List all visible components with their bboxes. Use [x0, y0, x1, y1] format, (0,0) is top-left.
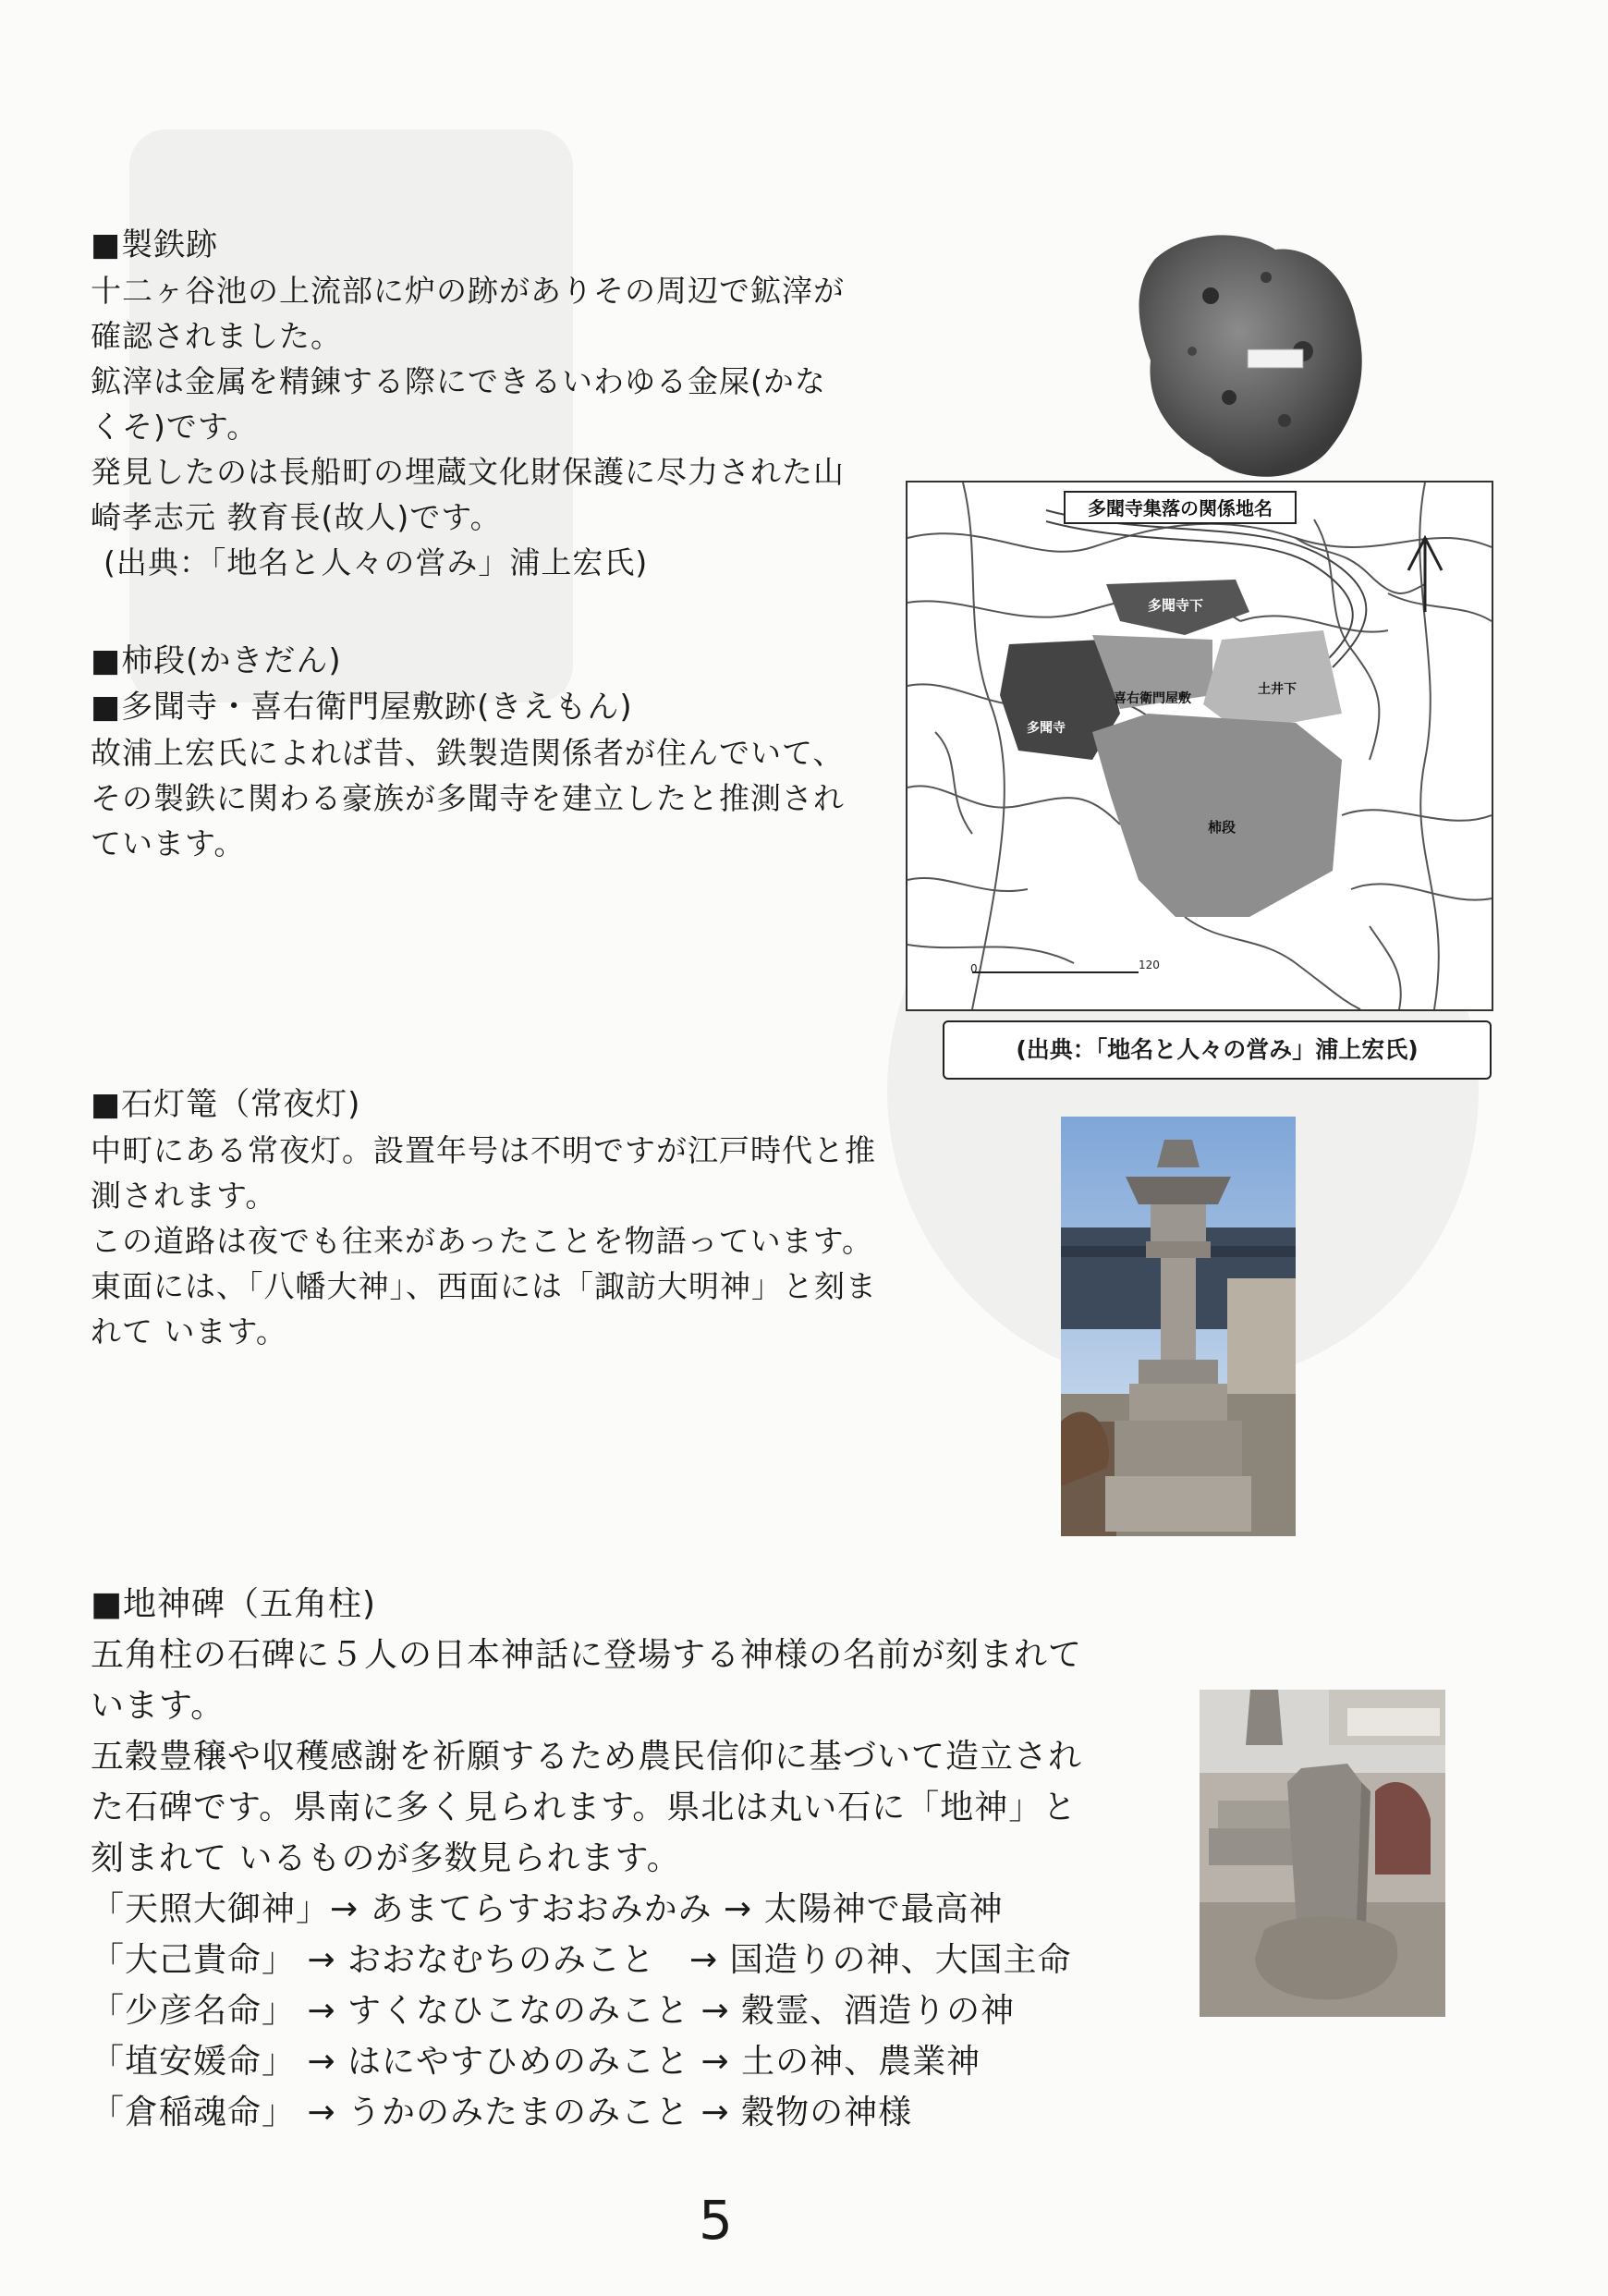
- body-line: ています。: [91, 825, 246, 861]
- section-heading: ■多聞寺・喜右衛門屋敷跡(きえもん): [91, 689, 633, 726]
- map-label-tamonji: 多聞寺: [1027, 721, 1066, 736]
- body-line: この道路は夜でも往来があったことを物語っています。: [91, 1223, 874, 1259]
- body-line: 東面には、「八幡大神」、西面には「諏訪大明神」と刻ま: [91, 1268, 877, 1304]
- jishinhi-photo: [1200, 1690, 1445, 2017]
- body-line: た石碑です。県南に多く見られます。県北は丸い石に「地神」と: [91, 1789, 1078, 1826]
- section-seitetsu: [91, 222, 922, 585]
- body-line: 発見したのは長船町の埋蔵文化財保護に尽力された山: [91, 454, 845, 490]
- body-line: 十二ヶ谷池の上流部に炉の跡がありその周辺で鉱滓が: [91, 273, 845, 309]
- body-line: 測されます。: [91, 1178, 277, 1214]
- section-jishinhi: [91, 1579, 1218, 2138]
- map-caption: (出典：「地名と人々の営み」浦上宏氏): [943, 1020, 1492, 1080]
- body-line: 鉱滓は金属を精錬する際にできるいわゆる金屎(かな: [91, 363, 826, 399]
- slag-photo: [1127, 222, 1377, 490]
- section-heading: ■柿段(かきだん): [91, 642, 342, 679]
- deity-line: 「倉稲魂命」 → うかのみたまのみこと → 穀物の神様: [91, 2094, 913, 2131]
- body-line: くそ)です。: [91, 409, 259, 445]
- body-line: 中町にある常夜灯。設置年号は不明ですが江戸時代と推: [91, 1132, 876, 1168]
- map-scale-start: 0: [970, 962, 978, 975]
- map-title: 多聞寺集落の関係地名: [1088, 497, 1273, 519]
- north-arrow-icon: [1408, 538, 1442, 612]
- page-number: 5: [699, 2189, 733, 2252]
- district-map: [906, 481, 1493, 1011]
- section-heading: ■石灯篭（常夜灯): [91, 1086, 361, 1123]
- deity-line: 「大己貴命」 → おおなむちのみこと → 国造りの神、大国主命: [91, 1941, 1072, 1979]
- body-line: 刻まれて いるものが多数見られます。: [91, 1839, 681, 1877]
- source-citation: (出典：「地名と人々の営み」浦上宏氏): [104, 544, 649, 580]
- body-line: 五角柱の石碑に５人の日本神話に登場する神様の名前が刻まれて: [91, 1636, 1083, 1674]
- body-line: 崎孝志元 教育長(故人)です。: [91, 499, 502, 535]
- deity-line: 「天照大御神」→ あまてらすおおみかみ → 太陽神で最高神: [91, 1890, 1004, 1928]
- section-ishidoro: [91, 1081, 978, 1354]
- stone-lantern-photo: [1061, 1117, 1296, 1536]
- body-line: 五穀豊穣や収穫感謝を祈願するため農民信仰に基づいて造立され: [91, 1738, 1083, 1776]
- map-label-kakidan: 柿段: [1207, 819, 1236, 836]
- section-kakidan-tamonji: [91, 638, 922, 866]
- section-heading: ■製鉄跡: [91, 226, 219, 263]
- body-line: その製鉄に関わる豪族が多聞寺を建立したと推測され: [91, 780, 845, 816]
- map-label-tamonji-shita: 多聞寺下: [1147, 597, 1204, 614]
- deity-line: 「少彦名命」 → すくなひこなのみこと → 穀霊、酒造りの神: [91, 1992, 1016, 2030]
- body-line: れて います。: [91, 1313, 287, 1350]
- map-label-kiemon: 喜右衛門屋敷: [1114, 691, 1191, 706]
- body-line: 故浦上宏氏によれば昔、鉄製造関係者が住んでいて、: [91, 735, 845, 771]
- map-label-doishita: 土井下: [1258, 682, 1297, 697]
- body-line: います。: [91, 1687, 225, 1725]
- body-line: 確認されました。: [91, 318, 342, 354]
- map-scale-end: 120: [1139, 959, 1160, 971]
- deity-line: 「埴安媛命」 → はにやすひめのみこと → 土の神、農業神: [91, 2043, 981, 2081]
- section-heading: ■地神碑（五角柱): [91, 1585, 377, 1623]
